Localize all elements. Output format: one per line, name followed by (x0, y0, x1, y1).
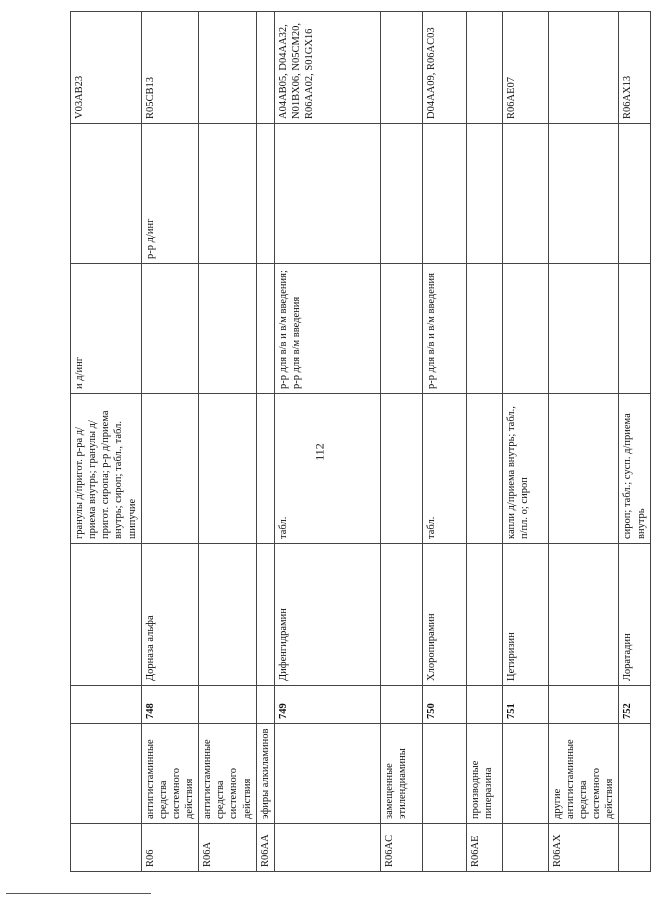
table-row (502, 12, 548, 872)
cell-group (274, 724, 380, 824)
cell-group: производные пиперазина (466, 724, 502, 824)
cell-code: R06AX (548, 824, 619, 872)
table-row (199, 12, 257, 872)
table-row (422, 12, 466, 872)
cell-name: Лоратадин (619, 544, 650, 686)
cell-forms2: и д/инг (71, 264, 142, 394)
footer-rule (6, 893, 151, 894)
cell-name: Цетиризин (502, 544, 548, 686)
cell-code: R06AE (466, 824, 502, 872)
cell-num (256, 686, 274, 724)
cell-num: 751 (502, 686, 548, 724)
cell-code (619, 824, 650, 872)
cell-atc: R06AE07 (502, 12, 548, 124)
cell-atc (548, 12, 619, 124)
cell-code (274, 824, 380, 872)
cell-forms1: табл. (274, 394, 380, 544)
table-row (466, 12, 502, 872)
cell-num: 750 (422, 686, 466, 724)
cell-name: Дифенгидрамин (274, 544, 380, 686)
cell-forms2 (466, 264, 502, 394)
cell-code: R06AC (380, 824, 422, 872)
cell-forms1: капли д/приема внутрь; табл., п/пл. о; сироп (502, 394, 548, 544)
cell-num: 748 (141, 686, 199, 724)
cell-forms2 (548, 264, 619, 394)
cell-atc: R05CB13 (141, 12, 199, 124)
cell-num (466, 686, 502, 724)
cell-num (71, 686, 142, 724)
cell-forms1 (380, 394, 422, 544)
cell-group (71, 724, 142, 824)
cell-forms3 (619, 124, 650, 264)
cell-forms1 (466, 394, 502, 544)
cell-forms1 (548, 394, 619, 544)
cell-forms2 (199, 264, 257, 394)
cell-forms1: сироп; табл.; сусп. д/приема внутрь (619, 394, 650, 544)
table-row (619, 12, 650, 872)
cell-forms3 (422, 124, 466, 264)
cell-forms3 (380, 124, 422, 264)
cell-atc (380, 12, 422, 124)
cell-forms3: р-р д/инг (141, 124, 199, 264)
table-row (71, 12, 142, 872)
cell-group: антигистаминные средства системного действия (199, 724, 257, 824)
cell-atc (256, 12, 274, 124)
cell-code (71, 824, 142, 872)
cell-forms2 (502, 264, 548, 394)
table-row (274, 12, 380, 872)
cell-forms3 (199, 124, 257, 264)
table-row (548, 12, 619, 872)
cell-name: Дорназа альфа (141, 544, 199, 686)
cell-forms2 (256, 264, 274, 394)
cell-group (502, 724, 548, 824)
cell-forms3 (256, 124, 274, 264)
cell-forms3 (502, 124, 548, 264)
cell-atc: R06AX13 (619, 12, 650, 124)
cell-forms3 (548, 124, 619, 264)
table-row (256, 12, 274, 872)
cell-atc: V03AB23 (71, 12, 142, 124)
cell-group (619, 724, 650, 824)
cell-forms3 (71, 124, 142, 264)
cell-code (502, 824, 548, 872)
cell-atc: D04AA09, R06AC03 (422, 12, 466, 124)
cell-forms2: р-р для в/в и в/м введения; р-р для в/м введения (274, 264, 380, 394)
cell-forms1 (256, 394, 274, 544)
cell-group: эфиры алкиламинов (256, 724, 274, 824)
cell-name (199, 544, 257, 686)
drug-table (70, 11, 651, 872)
cell-num (380, 686, 422, 724)
cell-num (199, 686, 257, 724)
cell-atc (199, 12, 257, 124)
cell-num: 752 (619, 686, 650, 724)
cell-name (256, 544, 274, 686)
cell-name (71, 544, 142, 686)
cell-forms1 (199, 394, 257, 544)
cell-num: 749 (274, 686, 380, 724)
cell-forms3 (466, 124, 502, 264)
table-row (380, 12, 422, 872)
cell-code: R06 (141, 824, 199, 872)
rotated-table-wrapper (70, 12, 647, 872)
cell-forms2 (619, 264, 650, 394)
cell-forms2 (380, 264, 422, 394)
cell-group: антигистаминные средства системного действия (141, 724, 199, 824)
cell-group (422, 724, 466, 824)
cell-group: замещенные этилендиамины (380, 724, 422, 824)
cell-name (380, 544, 422, 686)
cell-atc: A04AB05, D04AA32, N01BX06, N05CM20, R06AA02, S01GX16 (274, 12, 380, 124)
cell-code: R06AA (256, 824, 274, 872)
cell-forms1: табл. (422, 394, 466, 544)
cell-code: R06A (199, 824, 257, 872)
page-number: 112 (312, 443, 327, 461)
cell-forms1: гранулы д/пригот. р-ра д/приема внутрь; гранулы д/пригот. сиропа; р-р д/приема внутрь; сироп; табл., табл. шипучие (71, 394, 142, 544)
cell-code (422, 824, 466, 872)
cell-forms2 (141, 264, 199, 394)
cell-name (466, 544, 502, 686)
cell-atc (466, 12, 502, 124)
cell-forms1 (141, 394, 199, 544)
cell-name (548, 544, 619, 686)
table-row (141, 12, 199, 872)
cell-forms3 (274, 124, 380, 264)
cell-group: другие антигистаминные средства системного действия (548, 724, 619, 824)
cell-name: Хлоропирамин (422, 544, 466, 686)
cell-forms2: р-р для в/в и в/м введения (422, 264, 466, 394)
cell-num (548, 686, 619, 724)
